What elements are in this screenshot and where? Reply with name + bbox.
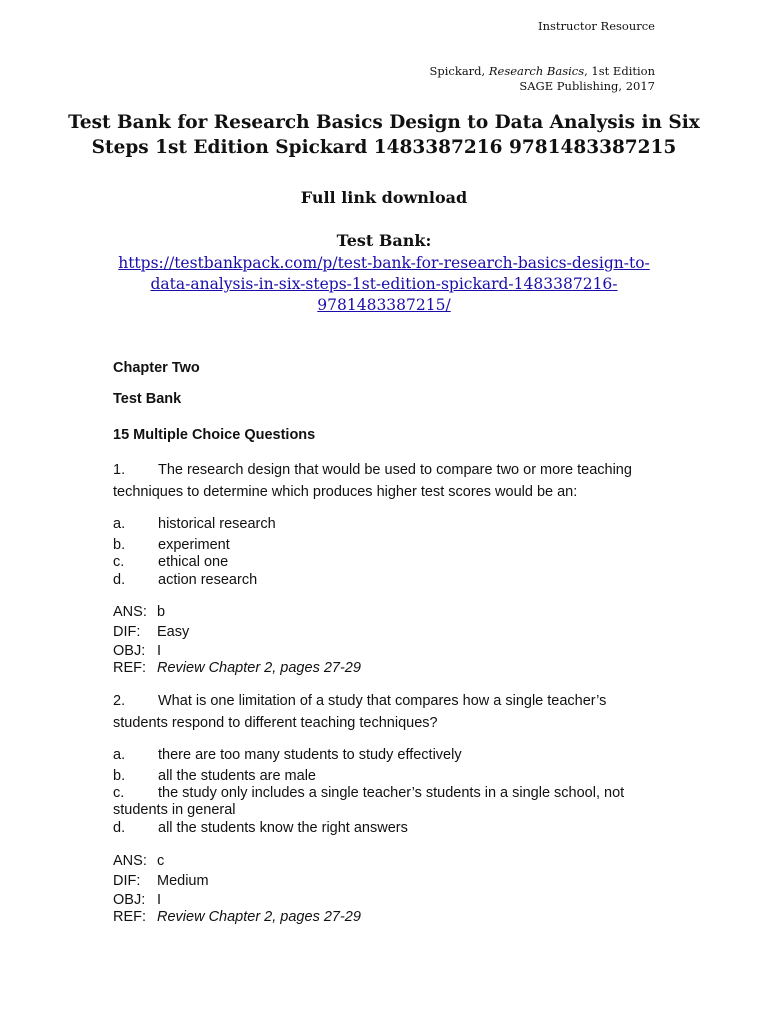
- question-2: [113, 690, 658, 734]
- document-title: [60, 110, 708, 160]
- question-text: The research design that would be used to compare two or more teaching: [158, 462, 632, 478]
- test-bank-label: Test Bank:: [336, 231, 432, 250]
- subsection-heading: 15 Multiple Choice Questions: [113, 427, 316, 443]
- reference-line: REF: Review Chapter 2, pages 27-29: [113, 660, 361, 676]
- citation-author: Spickard,: [429, 64, 486, 78]
- answer-line: ANS: c: [113, 853, 165, 869]
- chapter-heading: Chapter Two: [113, 360, 200, 376]
- question-text: What is one limitation of a study that compares how a single teacher’s: [158, 693, 607, 709]
- download-link[interactable]: [60, 253, 708, 316]
- link-line-1[interactable]: https://testbankpack.com/p/test-bank-for-research-basics-design-to-: [118, 254, 650, 272]
- section-heading: Test Bank: [113, 391, 182, 407]
- question-text-cont: techniques to determine which produces higher test scores would be an:: [113, 484, 578, 500]
- option-d: d. action research: [113, 572, 258, 588]
- citation-book: Research Basics: [488, 64, 585, 78]
- difficulty-line: DIF: Easy: [113, 624, 190, 640]
- title-line-2: Steps 1st Edition Spickard 1483387216 9781483387215: [91, 137, 677, 158]
- option-c-cont: students in general: [113, 802, 236, 818]
- option-b: b. all the students are male: [113, 768, 316, 784]
- option-a: a. there are too many students to study effectively: [113, 747, 462, 763]
- reference-line: REF: Review Chapter 2, pages 27-29: [113, 909, 361, 925]
- citation-line: [430, 64, 656, 79]
- answer-line: ANS: b: [113, 604, 166, 620]
- objective-line: OBJ: I: [113, 892, 162, 908]
- option-a: a. historical research: [113, 516, 276, 532]
- publisher-line: SAGE Publishing, 2017: [519, 79, 655, 93]
- citation-edition: , 1st Edition: [584, 64, 655, 78]
- option-c: c. ethical one: [113, 554, 229, 570]
- question-1: [113, 459, 658, 503]
- title-line-1: Test Bank for Research Basics Design to Data Analysis in Six: [68, 112, 700, 133]
- link-line-2[interactable]: data-analysis-in-six-steps-1st-edition-spickard-1483387216-: [150, 275, 618, 293]
- instructor-resource-label: Instructor Resource: [538, 19, 655, 33]
- difficulty-line: DIF: Medium: [113, 873, 209, 889]
- question-number: 1.: [113, 462, 126, 478]
- option-d: d. all the students know the right answers: [113, 820, 408, 836]
- question-text-cont: students respond to different teaching techniques?: [113, 715, 438, 731]
- option-c: c. the study only includes a single teacher’s students in a single school, not students in general: [113, 785, 658, 819]
- option-b: b. experiment: [113, 537, 230, 553]
- full-link-heading: Full link download: [300, 188, 468, 207]
- link-line-3[interactable]: 9781483387215/: [317, 296, 451, 314]
- objective-line: OBJ: I: [113, 643, 162, 659]
- question-number: 2.: [113, 693, 126, 709]
